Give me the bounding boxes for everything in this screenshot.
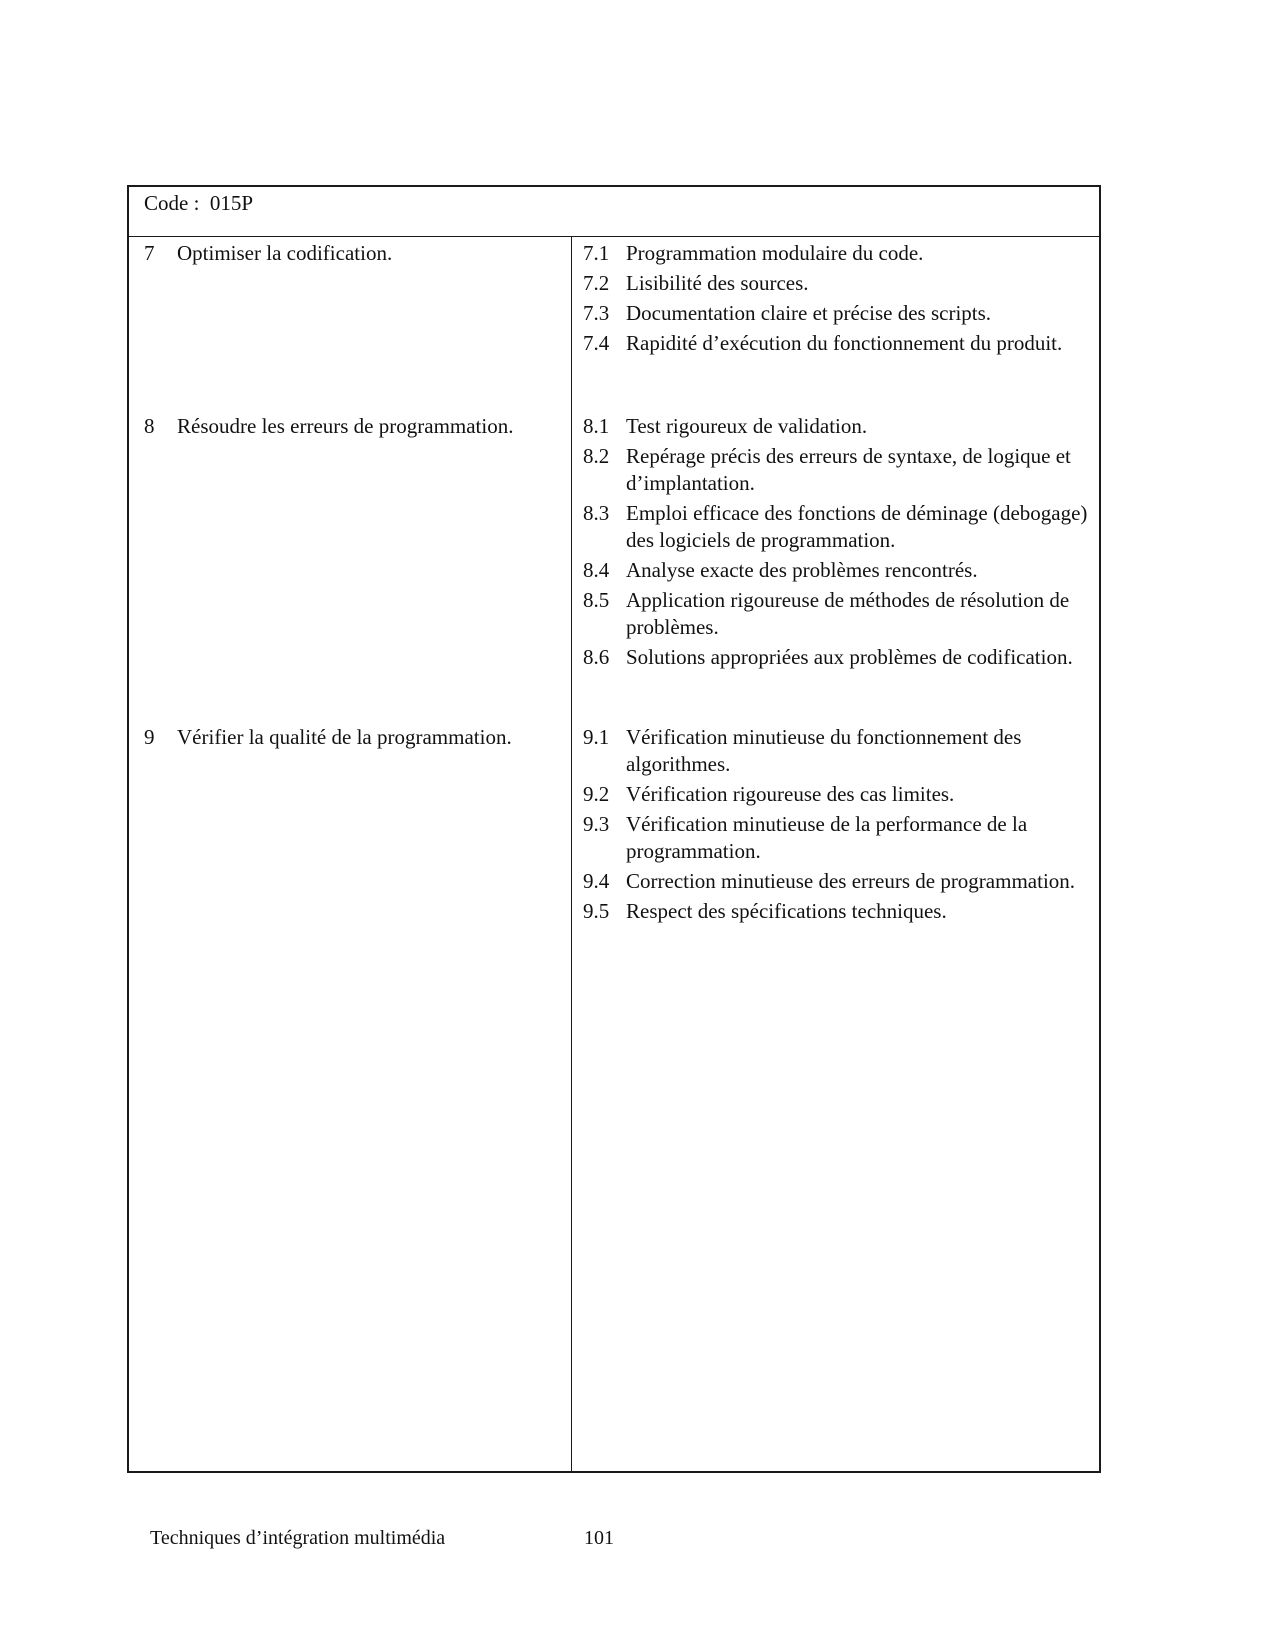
criterion-9-4 [583,868,1095,895]
criterion-text: Correction minutieuse des erreurs de programmation. [626,869,1076,893]
criterion-number: 7.4 [583,331,610,355]
competency-number: 7 [144,241,155,265]
criterion-text: Vérification rigoureuse des cas limites. [626,782,955,806]
criteria-group-7 [583,240,1095,360]
criterion-text: Repérage précis des erreurs de syntaxe, de logique et d’implantation. [626,444,1071,495]
criterion-text: Lisibilité des sources. [626,271,809,295]
competency-number: 8 [144,414,155,438]
footer-program-title: Techniques d’intégration multimédia [150,1527,446,1549]
criterion-text: Respect des spécifications techniques. [626,899,947,923]
criterion-number: 7.1 [583,241,610,265]
competency-number: 9 [144,725,155,749]
criterion-number: 7.3 [583,301,610,325]
criterion-number: 9.4 [583,869,610,893]
competency-title: Vérifier la qualité de la programmation. [177,725,512,749]
criterion-text: Application rigoureuse de méthodes de résolution de problèmes. [626,588,1070,639]
competency-7 [144,240,392,267]
criterion-number: 9.3 [583,812,610,836]
criterion-9-5 [583,898,1095,925]
criterion-text: Programmation modulaire du code. [626,241,924,265]
competency-8 [144,413,513,440]
competency-9 [144,724,512,751]
criterion-8-6 [583,644,1095,671]
criterion-number: 8.1 [583,414,610,438]
criteria-group-8 [583,413,1095,674]
criterion-text: Vérification minutieuse de la performance de la programmation. [626,812,1028,863]
criterion-7-4 [583,330,1095,357]
criterion-number: 8.3 [583,501,610,525]
criterion-text: Test rigoureux de validation. [626,414,868,438]
competency-table [127,185,1101,1473]
criterion-7-1 [583,240,1095,267]
criterion-text: Rapidité d’exécution du fonctionnement du produit. [626,331,1063,355]
criterion-text: Documentation claire et précise des scripts. [626,301,992,325]
criterion-number: 9.5 [583,899,610,923]
criterion-8-4 [583,557,1095,584]
criterion-9-3 [583,811,1095,865]
code-label: Code : 015P [144,191,254,215]
criterion-number: 8.5 [583,588,610,612]
code-header-row [129,187,1099,237]
criterion-number: 8.4 [583,558,610,582]
criterion-number: 9.2 [583,782,610,806]
criterion-9-2 [583,781,1095,808]
criterion-number: 8.2 [583,444,610,468]
criterion-8-3 [583,500,1095,554]
criterion-number: 7.2 [583,271,610,295]
criterion-8-2 [583,443,1095,497]
criterion-text: Solutions appropriées aux problèmes de codification. [626,645,1073,669]
criteria-group-9 [583,724,1095,928]
criterion-8-5 [583,587,1095,641]
criterion-8-1 [583,413,1095,440]
criterion-7-3 [583,300,1095,327]
criterion-9-1 [583,724,1095,778]
criterion-7-2 [583,270,1095,297]
competency-title: Optimiser la codification. [177,241,393,265]
column-divider [571,236,572,1471]
criterion-number: 8.6 [583,645,610,669]
page-number: 101 [584,1527,614,1549]
criterion-number: 9.1 [583,725,610,749]
criterion-text: Emploi efficace des fonctions de déminage (debogage) des logiciels de programmation. [626,501,1088,552]
competency-title: Résoudre les erreurs de programmation. [177,414,514,438]
criterion-text: Analyse exacte des problèmes rencontrés. [626,558,978,582]
criterion-text: Vérification minutieuse du fonctionnement des algorithmes. [626,725,1022,776]
